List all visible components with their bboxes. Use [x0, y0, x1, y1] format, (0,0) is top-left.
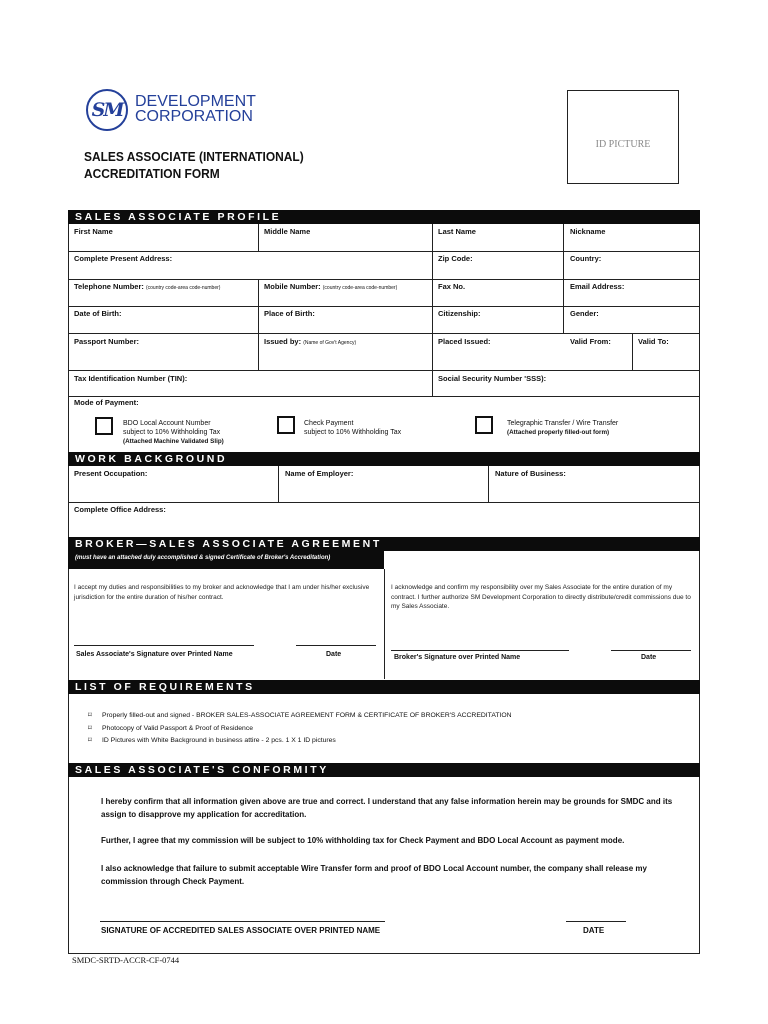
requirement-text: ID Pictures with White Background in business attire - 2 pcs. 1 X 1 ID pictures	[102, 737, 336, 744]
bdo-account-option	[123, 419, 224, 446]
form-title-line1: SALES ASSOCIATE (INTERNATIONAL)	[84, 149, 304, 164]
signature-line[interactable]	[100, 921, 385, 922]
list-item	[88, 723, 512, 736]
mobile-note: (country code-area code-number)	[322, 285, 398, 291]
wire-transfer-checkbox[interactable]	[475, 416, 493, 434]
divider	[68, 279, 700, 280]
divider	[432, 251, 433, 279]
divider	[432, 224, 433, 251]
requirement-text: Photocopy of Valid Passport & Proof of Residence	[102, 724, 254, 732]
conformity-paragraph-3: I also acknowledge that failure to submit acceptable Wire Transfer form and proof of BDO Local Account number, the company shall release my commission through Check Payment.	[101, 864, 647, 886]
date-caption: Date	[641, 654, 657, 661]
option-line: subject to 10% Withholding Tax	[304, 429, 402, 436]
middle-name-label: Middle Name	[264, 227, 311, 236]
divider	[563, 224, 564, 251]
telephone-note: (country code-area code-number)	[145, 285, 221, 291]
dob-label: Date of Birth:	[74, 309, 122, 318]
date-caption: Date	[326, 651, 342, 658]
date-line[interactable]	[611, 650, 691, 651]
first-name-label: First Name	[74, 227, 113, 236]
fax-label: Fax No.	[438, 282, 466, 291]
valid-from-label: Valid From:	[570, 337, 611, 346]
divider	[384, 569, 385, 679]
issued-by-text: Issued by:	[264, 337, 302, 346]
divider	[68, 396, 700, 397]
signature-line[interactable]	[74, 645, 254, 646]
employer-label: Name of Employer:	[285, 469, 354, 478]
broker-signature-caption: Broker's Signature over Printed Name	[394, 654, 521, 661]
mobile-label-text: Mobile Number:	[264, 282, 321, 291]
divider	[258, 224, 259, 251]
company-name-line1: DEVELOPMENT	[135, 93, 256, 110]
list-item	[88, 710, 512, 723]
divider	[278, 466, 279, 502]
email-label: Email Address:	[570, 282, 625, 291]
form-title-line2: ACCREDITATION FORM	[84, 166, 220, 181]
divider	[68, 502, 700, 503]
logo-mark: SM	[91, 99, 123, 121]
occupation-label: Present Occupation:	[74, 469, 148, 478]
option-line: BDO Local Account Number	[123, 420, 211, 427]
bdo-account-checkbox[interactable]	[95, 417, 113, 435]
bullet-icon: ⌑	[88, 724, 92, 732]
divider	[563, 279, 564, 333]
pob-label: Place of Birth:	[264, 309, 315, 318]
conformity-heading: SALES ASSOCIATE'S CONFORMITY	[68, 763, 700, 777]
issued-by-note: (Name of Gov't Agency)	[303, 340, 357, 346]
broker-agreement-text: I acknowledge and confirm my responsibility over my Sales Associate for the entire duration of my contract. I further authorize SM Development Corporation to directly distribute/credit commissions due to my Sales Associate.	[391, 584, 691, 610]
wire-transfer-option	[507, 419, 618, 437]
divider	[488, 466, 489, 502]
divider	[68, 251, 700, 252]
nickname-label: Nickname	[570, 227, 606, 236]
mode-of-payment-label: Mode of Payment:	[74, 398, 139, 407]
valid-to-label: Valid To:	[638, 337, 669, 346]
requirements-list	[88, 710, 512, 748]
nature-of-business-label: Nature of Business:	[495, 469, 566, 478]
profile-heading: SALES ASSOCIATE PROFILE	[68, 210, 700, 224]
bullet-icon: ⌑	[88, 712, 92, 719]
placed-issued-label: Placed Issued:	[438, 337, 491, 346]
sss-label: Social Security Number 'SSS):	[438, 374, 547, 383]
id-picture-label: ID PICTURE	[595, 139, 651, 150]
divider	[68, 333, 700, 334]
list-item	[88, 735, 512, 748]
work-heading: WORK BACKGROUND	[68, 452, 700, 466]
citizenship-label: Citizenship:	[438, 309, 481, 318]
tin-label: Tax Identification Number (TIN):	[74, 374, 188, 383]
passport-label: Passport Number:	[74, 337, 140, 346]
gender-label: Gender:	[570, 309, 599, 318]
form-title	[84, 148, 304, 182]
requirement-text: Properly filled-out and signed - BROKER SALES-ASSOCIATE AGREEMENT FORM & CERTIFICATE OF BROKER'S ACCREDITATION	[102, 712, 512, 719]
option-line: (Attached Machine Validated Slip)	[123, 438, 224, 445]
zip-code-label: Zip Code:	[438, 254, 473, 263]
divider	[432, 279, 433, 396]
date-caption: DATE	[583, 926, 605, 935]
option-line: (Attached properly filled-out form)	[507, 429, 610, 436]
conformity-paragraph-2: Further, I agree that my commission will be subject to 10% withholding tax for Check Payment and BDO Local Account as payment mode.	[101, 836, 625, 845]
agreement-note: (must have an attached duly accomplished & signed Certificate of Broker's Accreditation)	[68, 551, 384, 569]
requirements-heading: LIST OF REQUIREMENTS	[68, 680, 700, 694]
id-picture-box[interactable]	[567, 90, 679, 184]
divider	[563, 251, 564, 279]
agreement-heading: BROKER—SALES ASSOCIATE AGREEMENT	[68, 537, 700, 551]
company-name-line2: CORPORATION	[135, 108, 253, 125]
sm-logo-icon	[86, 89, 128, 131]
divider	[68, 370, 700, 371]
last-name-label: Last Name	[438, 227, 476, 236]
country-label: Country:	[570, 254, 602, 263]
conformity-paragraph-1: I hereby confirm that all information given above are true and correct. I understand that any false information herein may be grounds for SMDC and its assign to disapprove my application for accreditation.	[101, 797, 673, 819]
date-line[interactable]	[296, 645, 376, 646]
present-address-label: Complete Present Address:	[74, 254, 173, 263]
company-name	[135, 94, 256, 124]
option-line: Telegraphic Transfer / Wire Transfer	[507, 420, 619, 427]
telephone-label-text: Telephone Number:	[74, 282, 144, 291]
mobile-label	[264, 282, 397, 291]
divider	[632, 333, 633, 370]
telephone-label	[74, 282, 220, 291]
option-line: Check Payment	[304, 420, 354, 427]
date-line[interactable]	[566, 921, 626, 922]
associate-signature-caption: Sales Associate's Signature over Printed Name	[76, 651, 233, 658]
option-line: subject to 10% Withholding Tax	[123, 429, 221, 436]
divider	[68, 306, 700, 307]
check-payment-option	[304, 419, 401, 437]
office-address-label: Complete Office Address:	[74, 505, 166, 514]
bullet-icon: ⌑	[88, 737, 92, 744]
issued-by-label	[264, 337, 356, 346]
associate-signature-caption: SIGNATURE OF ACCREDITED SALES ASSOCIATE OVER PRINTED NAME	[101, 926, 381, 935]
associate-agreement-text: I accept my duties and responsibilities to my broker and acknowledge that I am under his/her exclusive jurisdiction for the entire duration of his/her contract.	[74, 584, 370, 601]
check-payment-checkbox[interactable]	[277, 416, 295, 434]
form-code: SMDC-SRTD-ACCR-CF-0744	[72, 955, 180, 965]
divider	[258, 279, 259, 370]
signature-line[interactable]	[391, 650, 569, 651]
